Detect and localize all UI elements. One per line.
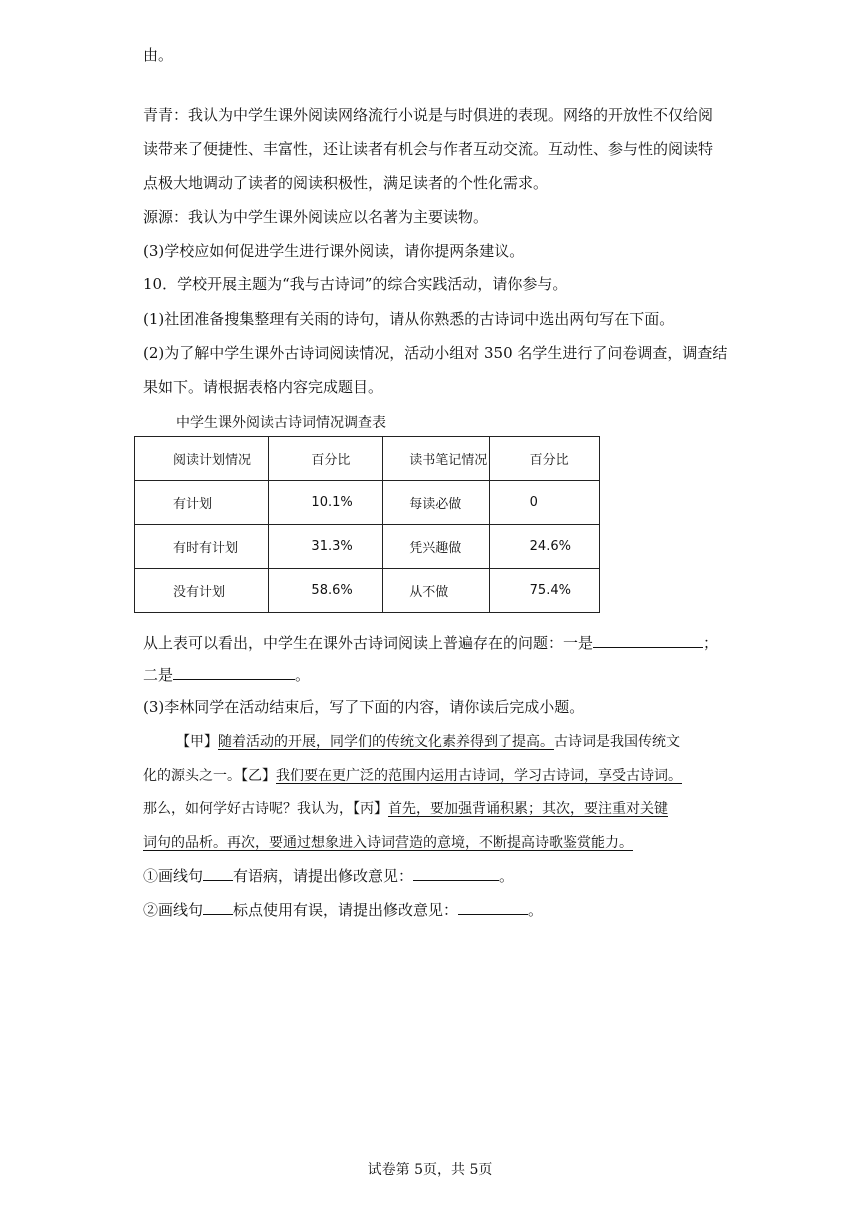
question-10-1: (1)社团准备搜集整理有关雨的诗句，请从你熟悉的古诗词中选出两句写在下面。 (143, 310, 675, 328)
page-footer: 试卷第 5页，共 5页 (367, 1162, 493, 1178)
underlined-sentence-bing-cont: 词句的品析。再次，要通过想象进入诗词营造的意境，不断提高诗歌鉴赏能力。 (143, 835, 633, 851)
text-line: 由。 (143, 46, 174, 64)
table-cell: 百分比 (489, 437, 599, 481)
question-text: 有语病，请提出修改意见： (233, 867, 414, 885)
text-line: 青青：我认为中学生课外阅读网络流行小说是与时俱进的表现。网络的开放性不仅给阅 (143, 106, 714, 124)
answer-blank-2[interactable] (173, 665, 295, 680)
question-text: 标点使用有误，请提出修改意见： (233, 901, 459, 919)
question-text: 二是 (143, 666, 174, 684)
punctuation: 。 (295, 666, 311, 684)
punctuation: ； (703, 634, 719, 652)
question-text: ②画线句 (143, 901, 204, 919)
table-cell: 75.4% (489, 569, 599, 613)
table-cell: 31.3% (269, 525, 383, 569)
passage-text: 化的源头之一。 (143, 768, 241, 784)
question-10-3: (3)李林同学在活动结束后，写了下面的内容，请你读后完成小题。 (143, 698, 585, 716)
passage-line (176, 731, 717, 753)
table-cell: 读书笔记情况 (383, 437, 489, 481)
table-row (135, 525, 600, 569)
table-cell: 没有计划 (135, 569, 269, 613)
punctuation: 。 (528, 901, 544, 919)
survey-table (134, 436, 600, 613)
question-line (143, 899, 717, 921)
text-line: 果如下。请根据表格内容完成题目。 (143, 378, 384, 396)
table-row (135, 481, 600, 525)
table-cell: 从不做 (383, 569, 489, 613)
underlined-sentence-jia: 随着活动的开展，同学们的传统文化素养得到了提高。 (218, 734, 554, 750)
punctuation: 。 (499, 867, 515, 885)
passage-text: 古诗词是我国传统文 (554, 734, 680, 750)
text-line: 点极大地调动了读者的阅读积极性，满足读者的个性化需求。 (143, 174, 549, 192)
passage-text: 那么，如何学好古诗呢？我认为， (143, 801, 353, 817)
passage-line (143, 832, 717, 854)
question-text: 从上表可以看出，中学生在课外古诗词阅读上普遍存在的问题：一是 (143, 634, 594, 652)
passage-marker: 【甲】 (176, 734, 218, 750)
answer-blank-1[interactable] (593, 633, 703, 648)
question-line (143, 664, 717, 686)
question-text: ①画线句 (143, 867, 204, 885)
table-cell: 58.6% (269, 569, 383, 613)
question-line (143, 632, 717, 654)
text-line: 源源：我认为中学生课外阅读应以名著为主要读物。 (143, 208, 489, 226)
table-cell: 24.6% (489, 525, 599, 569)
table-cell: 凭兴趣做 (383, 525, 489, 569)
answer-blank-6[interactable] (458, 900, 528, 915)
text-line: 读带来了便捷性、丰富性，还让读者有机会与作者互动交流。互动性、参与性的阅读特 (143, 140, 714, 158)
table-cell: 0 (489, 481, 599, 525)
answer-blank-3[interactable] (203, 866, 233, 881)
question-line (143, 865, 717, 887)
question-10-2: (2)为了解中学生课外古诗词阅读情况，活动小组对 350 名学生进行了问卷调查，调查结 (143, 344, 728, 362)
table-title: 中学生课外阅读古诗词情况调查表 (176, 415, 386, 431)
table-cell: 阅读计划情况 (135, 437, 269, 481)
answer-blank-4[interactable] (413, 866, 499, 881)
table-cell: 每读必做 (383, 481, 489, 525)
table-cell: 10.1% (269, 481, 383, 525)
underlined-sentence-bing: 首先，要加强背诵积累；其次，要注重对关键 (388, 801, 668, 817)
passage-marker: 【乙】 (241, 768, 276, 784)
passage-line (143, 765, 717, 787)
question-10: 10．学校开展主题为“我与古诗词”的综合实践活动，请你参与。 (143, 275, 568, 293)
table-row (135, 437, 600, 481)
table-cell: 有计划 (135, 481, 269, 525)
question-3: (3)学校应如何促进学生进行课外阅读，请你提两条建议。 (143, 242, 525, 260)
underlined-sentence-yi: 我们要在更广泛的范围内运用古诗词，学习古诗词，享受古诗词。 (276, 768, 682, 784)
table-row (135, 569, 600, 613)
answer-blank-5[interactable] (203, 900, 233, 915)
table-cell: 百分比 (269, 437, 383, 481)
passage-line (143, 798, 717, 820)
table-cell: 有时有计划 (135, 525, 269, 569)
passage-marker: 【丙】 (353, 801, 388, 817)
